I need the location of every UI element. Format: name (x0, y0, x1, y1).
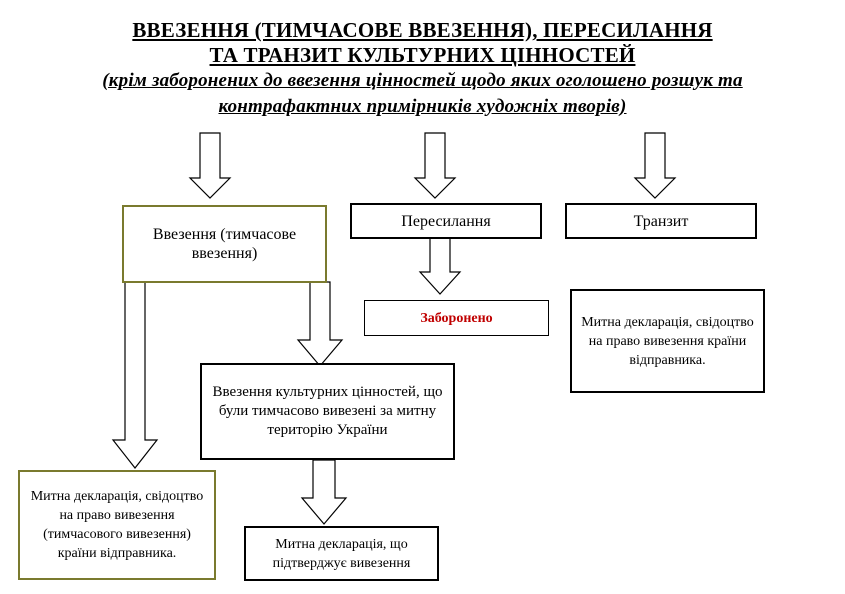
node-returned-documents (244, 526, 439, 581)
node-transit-documents (570, 289, 765, 393)
node-import-documents-label: Митна декларація, свідоцтво на право вивезення (тимчасового вивезення) країни відправника. (30, 489, 204, 561)
title-line-4: контрафактних примірників художніх творів) (218, 96, 627, 117)
node-returned-documents-label: Митна декларація, що підтверджує вивезення (272, 536, 411, 571)
node-transit (565, 203, 757, 239)
title-line-1: ВВЕЗЕННЯ (ТИМЧАСОВЕ ВВЕЗЕННЯ), ПЕРЕСИЛАННЯ (132, 18, 713, 42)
node-prohibited-label: Заборонено (420, 310, 493, 326)
node-import-returned-label: Ввезення культурних цінностей, що були тимчасово вивезені за митну територію України (212, 384, 443, 438)
node-import-label: Ввезення (тимчасове ввезення) (152, 226, 297, 262)
title-line-2: ТА ТРАНЗИТ КУЛЬТУРНИХ ЦІННОСТЕЙ (209, 43, 636, 67)
node-import-returned (200, 363, 455, 460)
title-line-3: (крім заборонених до ввезення цінностей щодо яких оголошено розшук та (102, 70, 743, 91)
node-import (122, 205, 327, 283)
node-prohibited (364, 300, 549, 336)
node-transit-label: Транзит (633, 212, 689, 230)
node-forwarding-label: Пересилання (401, 212, 491, 230)
page-title (0, 18, 845, 120)
node-transit-documents-label: Митна декларація, свідоцтво на право вивезення країни відправника. (581, 314, 754, 368)
node-forwarding (350, 203, 542, 239)
node-import-documents (18, 470, 216, 580)
